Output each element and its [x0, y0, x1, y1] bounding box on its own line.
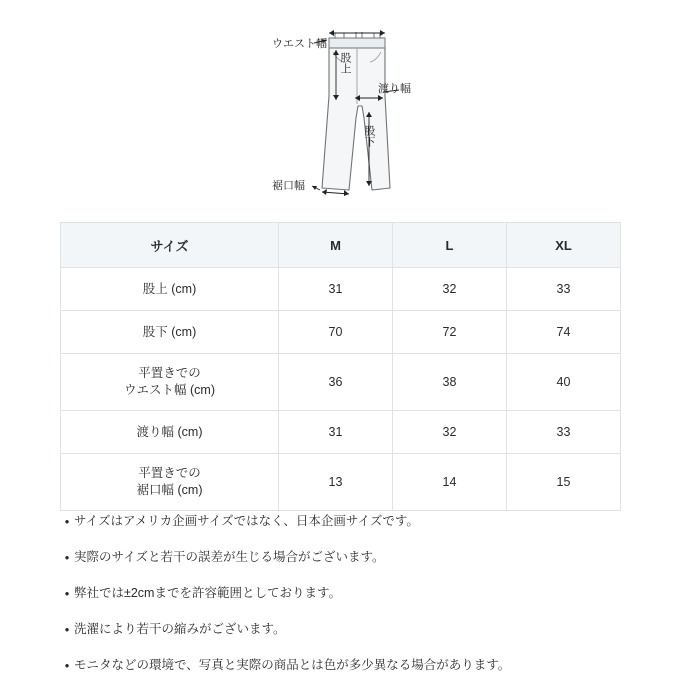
list-item	[60, 656, 640, 675]
list-item	[60, 512, 640, 531]
header-size: サイズ	[61, 223, 279, 268]
cell-thigh-l: 32	[393, 411, 507, 454]
size-table-head	[61, 223, 621, 268]
size-table-wrapper	[60, 222, 620, 511]
table-row	[61, 268, 621, 311]
table-row	[61, 311, 621, 354]
row-label-hem	[61, 454, 279, 511]
row-label-thigh: 渡り幅 (cm)	[61, 411, 279, 454]
cell-hem-xl: 15	[507, 454, 621, 511]
row-label-rise: 股上 (cm)	[61, 268, 279, 311]
pants-illustration-icon	[0, 0, 680, 210]
bullet-icon: •	[64, 550, 70, 565]
bullet-icon: •	[64, 622, 70, 637]
cell-rise-m: 31	[279, 268, 393, 311]
row-label-waist-line2: ウエスト幅 (cm)	[124, 383, 215, 397]
cell-inseam-m: 70	[279, 311, 393, 354]
note-text: モニタなどの環境で、写真と実際の商品とは色が多少異なる場合があります。	[74, 658, 511, 672]
pants-measurement-diagram	[0, 0, 680, 210]
bullet-icon: •	[64, 586, 70, 601]
cell-rise-l: 32	[393, 268, 507, 311]
table-row	[61, 454, 621, 511]
header-l: L	[393, 223, 507, 268]
cell-waist-m: 36	[279, 354, 393, 411]
label-inseam: 股下	[363, 125, 375, 147]
row-label-hem-line1: 平置きでの	[138, 466, 201, 480]
cell-inseam-xl: 74	[507, 311, 621, 354]
label-waist-width: ウエスト幅	[272, 38, 327, 50]
label-hem-width: 裾口幅	[272, 180, 305, 192]
list-item	[60, 584, 640, 603]
row-label-waist	[61, 354, 279, 411]
table-row	[61, 354, 621, 411]
row-label-hem-line2: 裾口幅 (cm)	[136, 483, 203, 497]
table-header-row	[61, 223, 621, 268]
size-table-body	[61, 268, 621, 511]
cell-inseam-l: 72	[393, 311, 507, 354]
note-text: サイズはアメリカ企画サイズではなく、日本企画サイズです。	[74, 514, 419, 528]
cell-thigh-m: 31	[279, 411, 393, 454]
row-label-inseam: 股下 (cm)	[61, 311, 279, 354]
cell-hem-l: 14	[393, 454, 507, 511]
list-item	[60, 620, 640, 639]
list-item	[60, 548, 640, 567]
note-text: 洗濯により若干の縮みがございます。	[74, 622, 286, 636]
cell-thigh-xl: 33	[507, 411, 621, 454]
table-row	[61, 411, 621, 454]
notes-list	[60, 512, 640, 692]
bullet-icon: •	[64, 658, 70, 673]
cell-waist-l: 38	[393, 354, 507, 411]
note-text: 弊社では±2cmまでを許容範囲としております。	[74, 586, 341, 600]
label-rise: 股上	[339, 52, 351, 74]
label-thigh-width: 渡り幅	[378, 83, 411, 95]
cell-rise-xl: 33	[507, 268, 621, 311]
header-xl: XL	[507, 223, 621, 268]
row-label-waist-line1: 平置きでの	[138, 366, 201, 380]
header-m: M	[279, 223, 393, 268]
cell-hem-m: 13	[279, 454, 393, 511]
bullet-icon: •	[64, 514, 70, 529]
size-table	[60, 222, 621, 511]
cell-waist-xl: 40	[507, 354, 621, 411]
note-text: 実際のサイズと若干の誤差が生じる場合がございます。	[74, 550, 385, 564]
